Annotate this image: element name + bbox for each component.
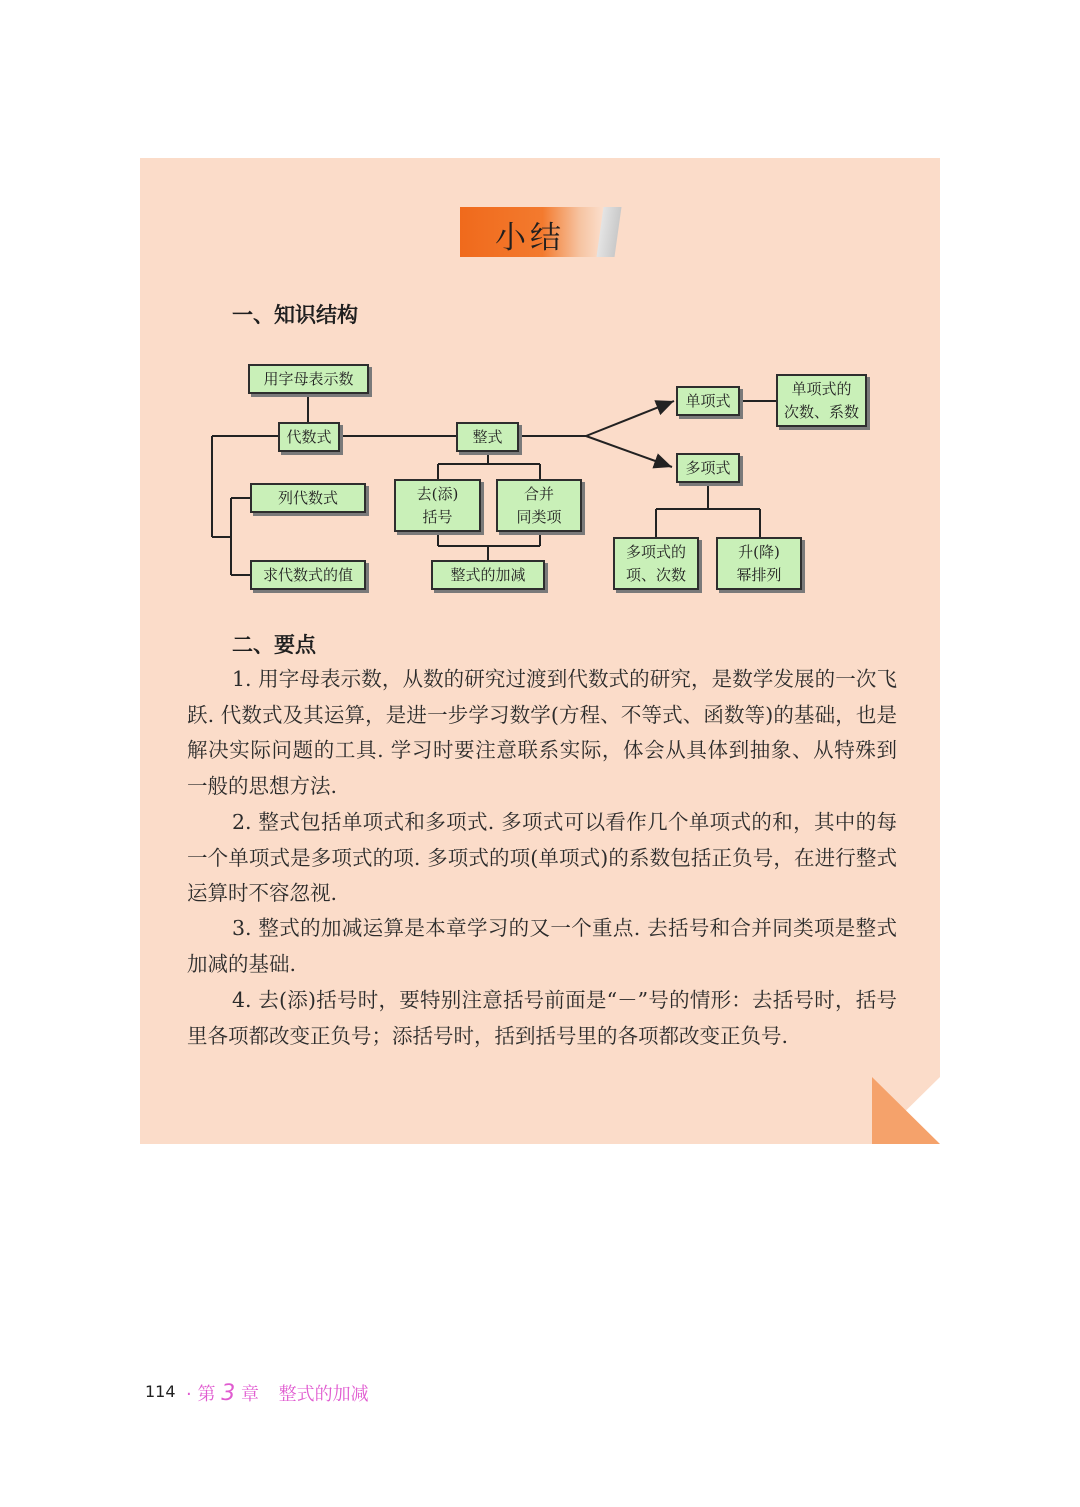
box-combine-like-terms: [496, 479, 582, 532]
box-order-line1: 升(降): [738, 542, 780, 561]
box-evaluate-expression: 求代数式的值: [250, 560, 366, 590]
box-remove-add-brackets-line1: 去(添): [416, 484, 459, 503]
box-remove-add-brackets-line2: 括号: [422, 507, 453, 526]
key-point-1: [187, 662, 897, 804]
chapter-suffix: 章: [240, 1384, 259, 1405]
key-point-3-text: 3. 整式的加减运算是本章学习的又一个重点. 去括号和合并同类项是整式加减的基础.: [187, 916, 897, 976]
box-monomial-degree-line2: 次数、系数: [783, 402, 859, 421]
key-point-2: [187, 805, 897, 912]
page-number: 114: [145, 1382, 176, 1401]
box-remove-add-brackets: [394, 479, 481, 532]
box-algebraic-expression: 代数式: [278, 422, 340, 452]
box-letters-represent-numbers: 用字母表示数: [248, 364, 369, 394]
box-ascending-descending-order: [716, 537, 802, 590]
key-point-2-text: 2. 整式包括单项式和多项式. 多项式可以看作几个单项式的和，其中的每一个单项式是多项式的项. 多项式的项(单项式)的系数包括正负号，在进行整式运算时不容忽视.: [187, 810, 897, 905]
key-point-1-text: 1. 用字母表示数，从数的研究过渡到代数式的研究，是数学发展的一次飞跃. 代数式及其运算，是进一步学习数学(方程、不等式、函数等)的基础，也是解决实际问题的工具. 学习时要注意联系实际，体会从具体到抽象、从特殊到一般的思想方法.: [187, 667, 897, 798]
key-point-4: [187, 983, 897, 1054]
box-polynomial-terms-line1: 多项式的: [625, 542, 686, 561]
box-add-subtract-polynomials: 整式的加减: [431, 560, 545, 590]
box-monomial-degree-coefficient: [776, 374, 867, 427]
footer-dot: ·: [186, 1384, 192, 1405]
chapter-prefix: 第: [197, 1384, 216, 1405]
section-heading-structure: 一、知识结构: [232, 302, 358, 327]
box-polynomial-terms-degree: [613, 537, 699, 590]
box-polynomial-integral: 整式: [456, 422, 519, 452]
box-combine-like-terms-line1: 合并: [523, 484, 554, 503]
box-monomial-degree-line1: 单项式的: [791, 379, 852, 398]
section-heading-key-points: 二、要点: [232, 632, 316, 657]
box-combine-like-terms-line2: 同类项: [516, 507, 562, 526]
key-point-4-text: 4. 去(添)括号时，要特别注意括号前面是“－”号的情形：去括号时，括号里各项都改变正负号；添括号时，括到括号里的各项都改变正负号.: [187, 988, 897, 1048]
box-polynomial: 多项式: [676, 453, 740, 483]
key-point-3: [187, 911, 897, 982]
chapter-label: [186, 1380, 369, 1406]
box-monomial: 单项式: [676, 386, 740, 416]
page-title: 小结: [495, 220, 565, 256]
box-order-line2: 幂排列: [736, 565, 782, 584]
chapter-title: 整式的加减: [278, 1384, 369, 1405]
chapter-number: 3: [221, 1381, 236, 1406]
box-write-algebraic-expression: 列代数式: [250, 483, 366, 513]
box-polynomial-terms-line2: 项、次数: [625, 565, 686, 584]
